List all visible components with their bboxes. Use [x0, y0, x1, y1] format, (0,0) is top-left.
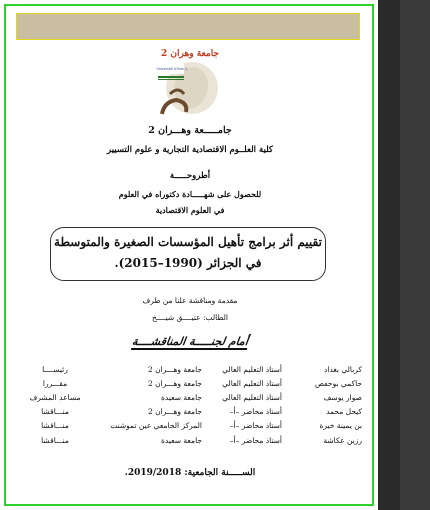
student-name: عتيــــق شيــــخ	[152, 313, 201, 322]
jury-member-role: منـــاقشا	[41, 435, 69, 445]
jury-member-institution: جامعة وهـــران 2	[147, 407, 202, 417]
thesis-title-line1: تقييم أثر برامج تأهيل المؤسسات الصغيرة والمتوسطة	[54, 235, 322, 249]
jury-row	[18, 390, 362, 404]
jury-member-institution: جامعة وهـــران 2	[147, 364, 202, 374]
jury-member-name: حاكمي بوحفص	[314, 378, 362, 388]
jury-member-role: رئيســــا	[42, 364, 68, 374]
university-name: جامـــــعة وهـــران 2	[148, 125, 232, 136]
thesis-field: في العلوم الاقتصادية	[155, 205, 225, 215]
jury-member-role: منـــاقشا	[41, 407, 69, 417]
jury-row	[18, 376, 362, 390]
jury-table	[18, 362, 362, 447]
jury-member-institution: جامعة وهـــران 2	[147, 378, 202, 388]
jury-row	[18, 433, 362, 447]
jury-member-rank: أستاذ محاضر –أ–	[229, 421, 282, 431]
university-logo	[148, 42, 220, 118]
thesis-type: أطروحـــــة	[169, 171, 211, 181]
viewer-scroll-area[interactable]	[400, 0, 430, 510]
jury-member-role: مقـــررا	[42, 378, 68, 388]
jury-member-name: صوار يوسف	[323, 392, 362, 402]
jury-member-name: بن يمينة خيرة	[319, 421, 362, 431]
jury-member-rank: أستاذ محاضر –أ–	[229, 407, 282, 417]
jury-member-rank: أستاذ التعليم العالي	[222, 378, 282, 388]
jury-row	[18, 419, 362, 433]
student-line	[20, 313, 360, 322]
jury-member-rank: أستاذ التعليم العالي	[222, 364, 282, 374]
defense-intro: مقدمة ومناقشة علنا من طرف	[142, 296, 238, 305]
student-label: الطالب:	[203, 313, 228, 322]
jury-row	[18, 405, 362, 419]
academic-year: الســـــنة الجامعية: 2019/2018.	[124, 468, 256, 478]
jury-member-rank: أستاذ التعليم العالي	[222, 392, 282, 402]
jury-heading: أمام لجنـــــة المناقشــــة	[131, 335, 249, 348]
jury-member-name: كربالي بغداد	[323, 364, 362, 374]
jury-row	[18, 362, 362, 376]
jury-member-institution: جامعة سعيدة	[161, 435, 202, 445]
jury-member-name: رزين عكاشة	[323, 435, 362, 445]
faculty-name: كلية العلــوم الاقتصادية التجارية و علوم التسيير	[107, 145, 273, 155]
jury-member-role: مساعد المشرف	[29, 392, 81, 402]
jury-member-institution: جامعة سعيدة	[161, 392, 202, 402]
logo-latin-text: Université d'Oran 2	[156, 67, 188, 71]
thesis-title-line2: في الجزائر (1990–2015).	[114, 256, 262, 270]
jury-member-name: كيحل محمد	[326, 407, 362, 417]
jury-member-role: منـــاقشا	[41, 421, 69, 431]
jury-member-rank: أستاذ محاضر –أ–	[229, 435, 282, 445]
header-banner	[16, 13, 360, 40]
logo-arabic-text: جامعة وهران 2	[161, 49, 219, 59]
jury-member-institution: المركز الجامعي عين تموشنت	[110, 421, 202, 431]
thesis-purpose: للحصول على شهـــــادة دكتوراه في العلوم	[118, 189, 262, 199]
